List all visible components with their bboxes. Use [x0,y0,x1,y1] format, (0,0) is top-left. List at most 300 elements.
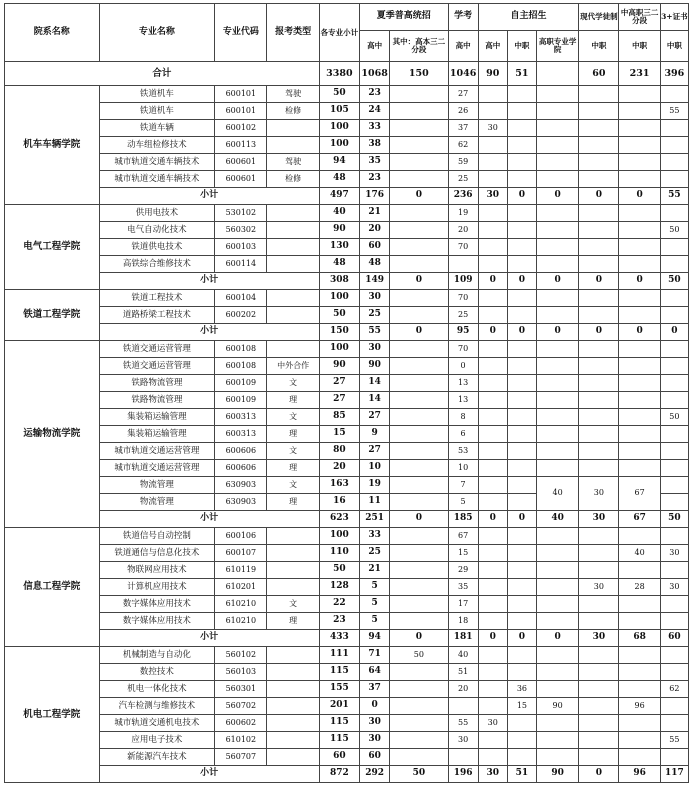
zhonggao-cell [619,307,660,324]
zizhu-gaozhong-cell [478,681,507,698]
major-name: 数字媒体应用技术 [99,613,215,630]
zizhu-gaozhong-cell [478,664,507,681]
three-plus-cell [660,613,688,630]
subtotal-zhonggao-cell: 67 [619,511,660,528]
xuekao-gaozhong-cell: 13 [448,392,478,409]
apply-type [267,205,319,222]
modern-apprentice-cell [579,749,619,766]
summer-gaozhong-cell: 5 [360,613,390,630]
summer-gaozhong-cell: 60 [360,239,390,256]
summer-gaozhong-cell: 21 [360,562,390,579]
header-zizhu: 自主招生 [478,4,579,31]
three-plus-cell: 50 [660,409,688,426]
subtotal-row [5,273,689,290]
subtotal-cell: 130 [319,239,359,256]
major-code: 600108 [215,341,267,358]
xuekao-gaozhong-cell: 55 [448,715,478,732]
xuekao-gaozhong-cell: 25 [448,307,478,324]
subtotal-cell: 100 [319,137,359,154]
three-plus-cell [660,86,688,103]
zizhu-gaozhi-school-cell [537,205,579,222]
apply-type [267,307,319,324]
total-row [5,62,689,86]
subtotal-zizhu-gaozhi-school-cell: 0 [537,273,579,290]
summer-gaozhong-cell: 23 [360,86,390,103]
summer-32-cell [390,613,448,630]
apply-type [267,120,319,137]
zizhu-gaozhi-school-cell [537,222,579,239]
subtotal-cell: 85 [319,409,359,426]
subtotal-subtotal-cell: 150 [319,324,359,341]
zizhu-gaozhong-cell [478,732,507,749]
subtotal-row [5,188,689,205]
zizhu-gaozhi-school-cell [537,545,579,562]
xuekao-gaozhong-cell [448,698,478,715]
major-code: 610102 [215,732,267,749]
subtotal-three-plus-cell: 55 [660,188,688,205]
major-code: 600313 [215,409,267,426]
major-code: 600313 [215,426,267,443]
major-code: 560702 [215,698,267,715]
modern-apprentice-cell [579,375,619,392]
three-plus-cell [660,698,688,715]
header-subtotal: 各专业小计 [319,4,359,62]
zizhu-gaozhong-cell [478,103,507,120]
summer-gaozhong-cell: 14 [360,375,390,392]
table-row [5,749,689,766]
zizhu-zhongzhi-cell [507,664,536,681]
zizhu-zhongzhi-cell [507,715,536,732]
major-name: 机电一体化技术 [99,681,215,698]
three-plus-cell [660,596,688,613]
zhonggao-cell [619,375,660,392]
zhonggao-cell [619,239,660,256]
major-code: 530102 [215,205,267,222]
summer-32-cell [390,528,448,545]
modern-apprentice-cell [579,715,619,732]
zizhu-gaozhong-cell [478,443,507,460]
zhonggao-cell [619,562,660,579]
zizhu-gaozhi-school-cell [537,154,579,171]
zhonggao-cell [619,290,660,307]
summer-gaozhong-cell: 27 [360,409,390,426]
subtotal-cell: 15 [319,426,359,443]
three-plus-cell [660,290,688,307]
xuekao-gaozhong-cell: 40 [448,647,478,664]
apply-type: 文 [267,477,319,494]
sub-header-summer-32: 其中：高本三二分段 [390,31,448,62]
subtotal-xuekao-gaozhong-cell: 236 [448,188,478,205]
sub-header-zhongzhi: 中职 [507,31,536,62]
modern-apprentice-cell [579,613,619,630]
major-name: 铁道车辆 [99,120,215,137]
zizhu-gaozhi-school-cell [537,409,579,426]
zhonggao-cell [619,137,660,154]
apply-type [267,681,319,698]
subtotal-subtotal-cell: 433 [319,630,359,647]
modern-apprentice-cell [579,307,619,324]
subtotal-summer-32-cell: 0 [390,324,448,341]
major-code: 600602 [215,715,267,732]
zizhu-gaozhong-cell [478,307,507,324]
major-code: 600606 [215,460,267,477]
xuekao-gaozhong-cell: 67 [448,528,478,545]
table-row [5,358,689,375]
zizhu-gaozhi-school-cell [537,443,579,460]
zhonggao-cell [619,647,660,664]
zhonggao-cell [619,392,660,409]
summer-32-cell [390,86,448,103]
college-name: 机车车辆学院 [5,86,100,205]
major-code: 610210 [215,613,267,630]
zizhu-zhongzhi-cell [507,477,536,494]
zizhu-gaozhi-school-cell [537,307,579,324]
summer-32-cell [390,205,448,222]
zizhu-gaozhi-school-cell [537,613,579,630]
subtotal-label: 小计 [99,630,319,647]
subtotal-zizhu-zhongzhi-cell: 0 [507,630,536,647]
subtotal-label: 小计 [99,766,319,783]
table-row [5,256,689,273]
zizhu-zhongzhi-cell [507,86,536,103]
table-row [5,341,689,358]
subtotal-zhonggao-cell: 0 [619,188,660,205]
zizhu-zhongzhi-cell [507,749,536,766]
major-name: 动车组检修技术 [99,137,215,154]
sub-header-zhongzhi: 中职 [579,31,619,62]
zizhu-gaozhong-cell [478,494,507,511]
summer-32-cell [390,596,448,613]
major-code: 600102 [215,120,267,137]
table-row [5,715,689,732]
apply-type: 中外合作 [267,358,319,375]
college-name: 运输物流学院 [5,341,100,528]
zizhu-zhongzhi-cell [507,494,536,511]
table-row [5,664,689,681]
xuekao-gaozhong-cell: 15 [448,545,478,562]
major-code: 600601 [215,154,267,171]
three-plus-cell [660,749,688,766]
sub-header-gaozhi-school: 高职专业学院 [537,31,579,62]
table-row [5,528,689,545]
three-plus-cell: 30 [660,579,688,596]
subtotal-summer-32-cell: 0 [390,188,448,205]
zizhu-gaozhi-school-cell [537,562,579,579]
subtotal-subtotal-cell: 308 [319,273,359,290]
summer-32-cell [390,715,448,732]
summer-gaozhong-cell: 14 [360,392,390,409]
apply-type: 理 [267,392,319,409]
subtotal-row [5,324,689,341]
major-name: 物联网应用技术 [99,562,215,579]
summer-32-cell [390,426,448,443]
major-name: 铁道信号自动控制 [99,528,215,545]
subtotal-row [5,766,689,783]
table-row [5,596,689,613]
modern-apprentice-cell [579,460,619,477]
three-plus-cell [660,137,688,154]
subtotal-cell: 50 [319,86,359,103]
subtotal-zizhu-zhongzhi-cell: 51 [507,766,536,783]
major-name: 高铁综合维修技术 [99,256,215,273]
apply-type: 检修 [267,171,319,188]
table-row [5,86,689,103]
zhonggao-cell [619,443,660,460]
modern-apprentice-cell [579,86,619,103]
enrollment-plan-table [4,3,689,783]
subtotal-zhonggao-cell: 0 [619,273,660,290]
summer-32-cell [390,664,448,681]
major-name: 城市轨道交通机电技术 [99,715,215,732]
merged-zhonggao-cell: 67 [619,477,660,511]
zizhu-gaozhong-cell [478,256,507,273]
three-plus-cell [660,239,688,256]
zizhu-gaozhong-cell [478,647,507,664]
zizhu-zhongzhi-cell [507,205,536,222]
zhonggao-cell [619,86,660,103]
three-plus-cell [660,528,688,545]
major-code: 630903 [215,477,267,494]
header-modern: 现代学徒制 [579,4,619,31]
zizhu-gaozhi-school-cell [537,715,579,732]
zhonggao-cell [619,171,660,188]
subtotal-zizhu-zhongzhi-cell: 0 [507,511,536,528]
zhonggao-cell [619,256,660,273]
subtotal-zizhu-gaozhi-school-cell: 0 [537,324,579,341]
zizhu-gaozhi-school-cell [537,647,579,664]
major-name: 城市轨道交通运营管理 [99,443,215,460]
subtotal-cell: 115 [319,715,359,732]
table-row [5,545,689,562]
three-plus-cell [660,205,688,222]
summer-gaozhong-cell: 21 [360,205,390,222]
major-name: 城市轨道交通车辆技术 [99,171,215,188]
major-code: 600103 [215,239,267,256]
zhonggao-cell [619,749,660,766]
zhonggao-cell [619,154,660,171]
subtotal-summer-gaozhong-cell: 176 [360,188,390,205]
zizhu-gaozhong-cell [478,528,507,545]
zizhu-gaozhi-school-cell [537,239,579,256]
subtotal-summer-32-cell: 50 [390,766,448,783]
major-code: 600108 [215,358,267,375]
modern-apprentice-cell [579,239,619,256]
zizhu-gaozhi-school-cell [537,664,579,681]
summer-32-cell [390,443,448,460]
xuekao-gaozhong-cell: 18 [448,613,478,630]
zizhu-zhongzhi-cell [507,341,536,358]
major-code: 610201 [215,579,267,596]
xuekao-gaozhong-cell: 20 [448,681,478,698]
modern-apprentice-cell [579,137,619,154]
merged-zizhu-gaozhi-school-cell: 40 [537,477,579,511]
total-summer-32-cell: 150 [390,62,448,86]
modern-apprentice-cell [579,698,619,715]
zizhu-gaozhi-school-cell [537,732,579,749]
subtotal-xuekao-gaozhong-cell: 185 [448,511,478,528]
zizhu-gaozhi-school-cell [537,290,579,307]
xuekao-gaozhong-cell: 7 [448,477,478,494]
subtotal-zizhu-gaozhong-cell: 0 [478,630,507,647]
zizhu-gaozhong-cell [478,613,507,630]
modern-apprentice-cell [579,290,619,307]
zizhu-gaozhong-cell [478,358,507,375]
zhonggao-cell [619,715,660,732]
zizhu-gaozhong-cell [478,86,507,103]
modern-apprentice-cell [579,171,619,188]
subtotal-zizhu-gaozhi-school-cell: 90 [537,766,579,783]
subtotal-zizhu-gaozhong-cell: 0 [478,324,507,341]
subtotal-subtotal-cell: 623 [319,511,359,528]
major-code: 600114 [215,256,267,273]
zizhu-gaozhong-cell [478,171,507,188]
subtotal-modern-apprentice-cell: 0 [579,273,619,290]
zhonggao-cell [619,120,660,137]
subtotal-cell: 50 [319,562,359,579]
major-name: 数字媒体应用技术 [99,596,215,613]
subtotal-cell: 20 [319,460,359,477]
zizhu-zhongzhi-cell [507,732,536,749]
subtotal-modern-apprentice-cell: 0 [579,188,619,205]
modern-apprentice-cell [579,664,619,681]
zizhu-gaozhong-cell [478,205,507,222]
table-row [5,647,689,664]
summer-gaozhong-cell: 38 [360,137,390,154]
header-major: 专业名称 [99,4,215,62]
summer-gaozhong-cell: 11 [360,494,390,511]
zizhu-gaozhi-school-cell [537,749,579,766]
xuekao-gaozhong-cell: 20 [448,222,478,239]
three-plus-cell [660,443,688,460]
table-row [5,409,689,426]
table-row [5,732,689,749]
subtotal-zhonggao-cell: 68 [619,630,660,647]
xuekao-gaozhong-cell: 35 [448,579,478,596]
zhonggao-cell [619,596,660,613]
header-code: 专业代码 [215,4,267,62]
subtotal-cell: 100 [319,120,359,137]
apply-type [267,256,319,273]
apply-type [267,341,319,358]
major-name: 物流管理 [99,494,215,511]
zizhu-gaozhi-school-cell [537,171,579,188]
zizhu-zhongzhi-cell [507,307,536,324]
sub-header-zhongzhi: 中职 [619,31,660,62]
subtotal-cell: 60 [319,749,359,766]
major-name: 新能源汽车技术 [99,749,215,766]
apply-type: 理 [267,426,319,443]
apply-type: 驾驶 [267,154,319,171]
subtotal-label: 小计 [99,511,319,528]
zizhu-gaozhi-school-cell [537,358,579,375]
zhonggao-cell [619,205,660,222]
major-code: 600101 [215,103,267,120]
modern-apprentice-cell [579,545,619,562]
summer-32-cell [390,290,448,307]
modern-apprentice-cell [579,528,619,545]
zizhu-gaozhi-school-cell [537,120,579,137]
zizhu-gaozhi-school-cell [537,681,579,698]
subtotal-xuekao-gaozhong-cell: 196 [448,766,478,783]
college-name: 机电工程学院 [5,647,100,783]
major-name: 铁道通信与信息化技术 [99,545,215,562]
zizhu-gaozhi-school-cell: 90 [537,698,579,715]
summer-32-cell [390,256,448,273]
zizhu-zhongzhi-cell: 36 [507,681,536,698]
apply-type [267,545,319,562]
summer-32-cell [390,171,448,188]
zizhu-zhongzhi-cell [507,562,536,579]
subtotal-xuekao-gaozhong-cell: 95 [448,324,478,341]
zizhu-gaozhong-cell: 30 [478,120,507,137]
subtotal-cell: 163 [319,477,359,494]
major-code: 600109 [215,375,267,392]
summer-32-cell [390,307,448,324]
summer-gaozhong-cell: 25 [360,307,390,324]
major-code: 610210 [215,596,267,613]
apply-type [267,749,319,766]
three-plus-cell [660,154,688,171]
zizhu-zhongzhi-cell: 15 [507,698,536,715]
summer-32-cell [390,392,448,409]
xuekao-gaozhong-cell [448,256,478,273]
zizhu-gaozhi-school-cell [537,426,579,443]
major-name: 应用电子技术 [99,732,215,749]
zizhu-zhongzhi-cell [507,103,536,120]
xuekao-gaozhong-cell: 70 [448,290,478,307]
zizhu-zhongzhi-cell [507,528,536,545]
major-name: 城市轨道交通车辆技术 [99,154,215,171]
apply-type: 文 [267,375,319,392]
apply-type: 理 [267,613,319,630]
header-zhonggao: 中高职三二分段 [619,4,660,31]
major-code: 600113 [215,137,267,154]
apply-type [267,562,319,579]
modern-apprentice-cell [579,120,619,137]
apply-type [267,732,319,749]
three-plus-cell [660,120,688,137]
sub-header-gaozhong: 高中 [448,31,478,62]
table-row [5,290,689,307]
summer-gaozhong-cell: 10 [360,460,390,477]
zhonggao-cell [619,222,660,239]
total-xuekao-gaozhong-cell: 1046 [448,62,478,86]
zizhu-gaozhong-cell [478,375,507,392]
major-name: 供用电技术 [99,205,215,222]
college-name: 信息工程学院 [5,528,100,647]
subtotal-cell: 201 [319,698,359,715]
total-summer-gaozhong-cell: 1068 [360,62,390,86]
zizhu-zhongzhi-cell [507,613,536,630]
subtotal-row [5,511,689,528]
xuekao-gaozhong-cell: 29 [448,562,478,579]
major-name: 铁道工程技术 [99,290,215,307]
three-plus-cell [660,171,688,188]
subtotal-cell: 80 [319,443,359,460]
zizhu-zhongzhi-cell [507,290,536,307]
summer-32-cell [390,375,448,392]
zizhu-gaozhong-cell [478,562,507,579]
summer-gaozhong-cell: 30 [360,341,390,358]
subtotal-summer-32-cell: 0 [390,630,448,647]
major-name: 铁路物流管理 [99,375,215,392]
table-row [5,222,689,239]
three-plus-cell [660,256,688,273]
summer-gaozhong-cell: 30 [360,715,390,732]
modern-apprentice-cell [579,256,619,273]
major-name: 数控技术 [99,664,215,681]
xuekao-gaozhong-cell: 53 [448,443,478,460]
